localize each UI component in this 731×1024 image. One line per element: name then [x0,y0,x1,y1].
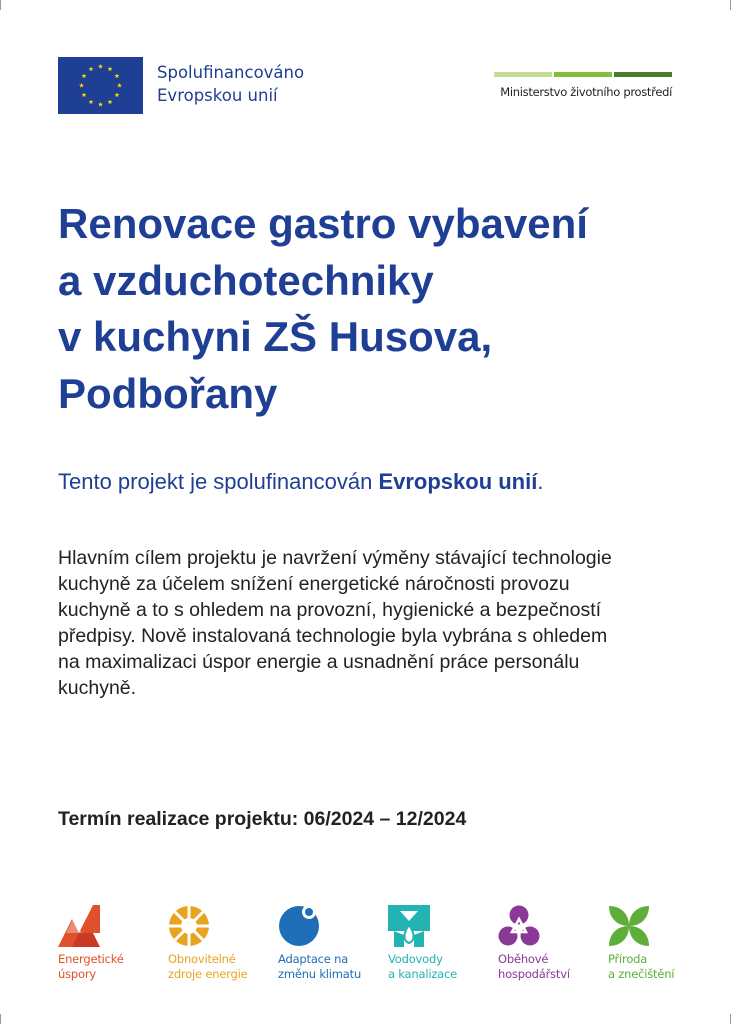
cofinancing-suffix: . [537,469,544,494]
circular-economy-icon [498,905,540,947]
crop-mark-top-right [720,0,731,10]
description-line: Hlavním cílem projektu je navržení výměny stávající technologie [58,547,612,569]
project-description [58,545,678,701]
description-line: na maximalizaci úspor energie a usnadnění práce personálu [58,651,580,673]
project-title-line: v kuchyni ZŠ Husova, [58,313,493,360]
icon-energy-savings: Energetické úspory [58,905,168,982]
eu-cofinancing-logo-text [157,61,304,107]
project-title-line: a vzduchotechniky [58,256,434,304]
description-line: kuchyně za účelem snížení energetické náročnosti provozu [58,573,570,595]
icon-renewable-energy: Obnovitelné zdroje energie [168,905,278,982]
eu-logo-line1: Spolufinancováno [157,63,305,82]
icon-water-sewage: Vodovody a kanalizace [388,905,498,982]
eu-logo-line2: Evropskou unií [157,86,278,105]
project-title-line: Podbořany [58,369,278,417]
water-sewage-icon [388,905,430,947]
icon-circular-economy: Oběhové hospodářství [498,905,608,982]
icon-nature-pollution: Příroda a znečištění [608,905,718,982]
nature-pollution-icon [608,905,650,947]
description-line: kuchyně a to s ohledem na provozní, hygienické a bezpečností [58,599,602,621]
crop-mark-bottom-left [0,1014,11,1024]
climate-adaptation-icon [278,905,320,947]
renewable-energy-icon [168,905,210,947]
ministry-logo [494,72,672,99]
ministry-name: Ministerstvo životního prostředí [500,85,672,99]
description-line: předpisy. Nově instalovaná technologie byla vybrána s ohledem [58,625,608,647]
eu-flag-icon [58,57,143,114]
description-line: kuchyně. [58,677,137,699]
ministry-logo-bars [494,72,672,77]
crop-mark-top-left [0,0,11,10]
cofinancing-prefix: Tento projekt je spolufinancován [58,469,379,494]
cofinancing-eu: Evropskou unií [378,469,538,494]
cofinancing-statement [58,469,543,495]
energy-savings-icon [58,905,100,947]
icon-climate-adaptation: Adaptace na změnu klimatu [278,905,388,982]
project-term: Termín realizace projektu: 06/2024 – 12/2024 [58,808,467,830]
project-title-line: Renovace gastro vybavení [58,200,588,247]
crop-mark-bottom-right [720,1014,731,1024]
project-title [58,196,698,422]
